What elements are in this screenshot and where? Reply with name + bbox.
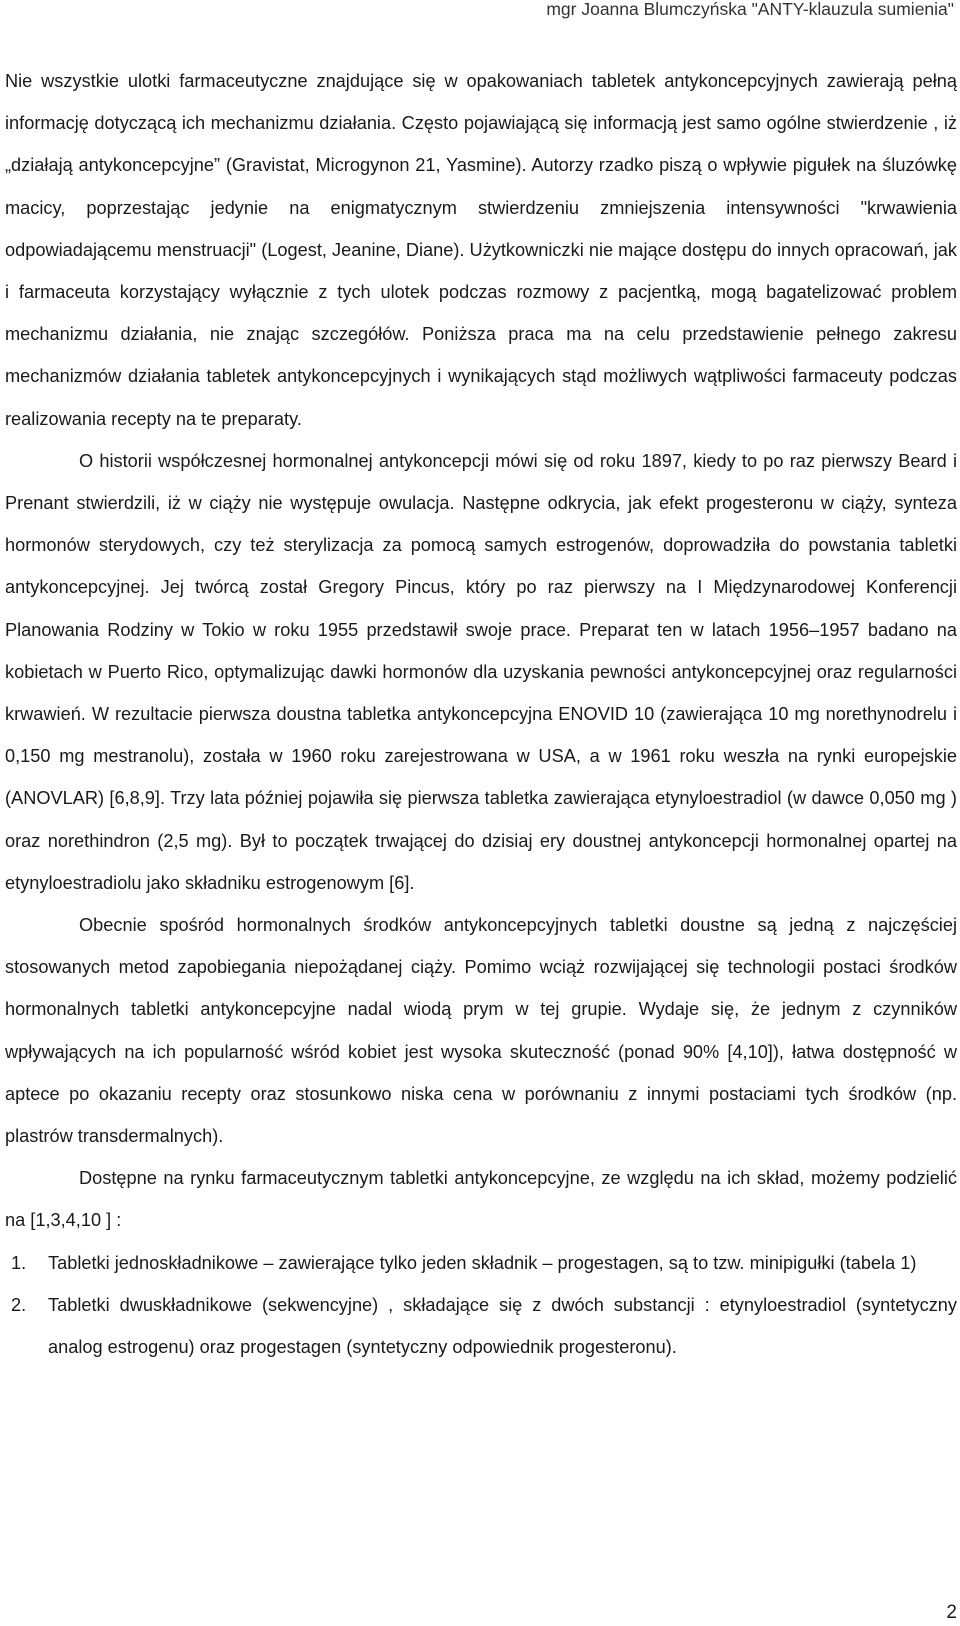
list-item-text: Tabletki jednoskładnikowe – zawierające tylko jeden składnik – progestagen, są to tzw. minipigułki (tabela 1) — [48, 1252, 917, 1273]
page-number: 2 — [946, 1602, 957, 1623]
list-item-number: 2. — [11, 1294, 27, 1315]
list-item — [5, 1284, 957, 1368]
list-item-text: Tabletki dwuskładnikowe (sekwencyjne) , składające się z dwóch substancji : etynyloestradiol (syntetyczny analog estrogenu) oraz progestagen (syntetyczny odpowiednik progesteronu). — [48, 1294, 957, 1358]
list-item-number: 1. — [11, 1252, 27, 1273]
paragraph-podzial: Dostępne na rynku farmaceutycznym tabletki antykoncepcyjne, ze względu na ich skład, możemy podzielić na [1,3,4,10 ] : — [5, 1168, 957, 1231]
list-item — [5, 1242, 957, 1284]
running-header: mgr Joanna Blumczyńska "ANTY-klauzula sumienia" — [546, 0, 954, 19]
tablet-types-list — [5, 1242, 957, 1369]
paragraph-obecnie: Obecnie spośród hormonalnych środków antykoncepcyjnych tabletki doustne są jedną z najczęściej stosowanych metod zapobiegania niepożądanej ciąży. Pomimo wciąż rozwijającej się technologii postaci środków hormonalnych tabletki antykoncepcyjne nadal wiodą prym w tej grupie. Wydaje się, że jednym z czynników wpływających na ich popularność wśród kobiet jest wysoka skuteczność (ponad 90% [4,10]), łatwa dostępność w aptece po okazaniu recepty oraz stosunkowo niska cena w porównaniu z innymi postaciami tych środków (np. plastrów transdermalnych). — [5, 915, 957, 1147]
paragraph-historia: O historii współczesnej hormonalnej antykoncepcji mówi się od roku 1897, kiedy to po raz pierwszy Beard i Prenant stwierdzili, iż w ciąży nie występuje owulacja. Następne odkrycia, jak efekt progesteronu w ciąży, synteza hormonów sterydowych, czy też sterylizacja za pomocą samych estrogenów, doprowadziła do powstania tabletki antykoncepcyjnej. Jej twórcą został Gregory Pincus, który po raz pierwszy na I Międzynarodowej Konferencji Planowania Rodziny w Tokio w roku 1955 przedstawił swoje prace. Preparat ten w latach 1956–1957 badano na kobietach w Puerto Rico, optymalizując dawki hormonów dla uzyskania pewności antykoncepcyjnej oraz regularności krwawień. W rezultacie pierwsza doustna tabletka antykoncepcyjna ENOVID 10 (zawierająca 10 mg norethynodrelu i 0,150 mg mestranolu), została w 1960 roku zarejestrowana w USA, a w 1961 roku weszła na rynki europejskie (ANOVLAR) [6,8,9]. Trzy lata później pojawiła się pierwsza tabletka zawierająca etynyloestradiol (w dawce 0,050 mg ) oraz norethindron (2,5 mg). Był to początek trwającej do dzisiaj ery doustnej antykoncepcji hormonalnej opartej na etynyloestradiolu jako składniku estrogenowym [6]. — [5, 450, 957, 893]
document-body — [5, 60, 957, 1368]
paragraph-ulotki: Nie wszystkie ulotki farmaceutyczne znajdujące się w opakowaniach tabletek antykoncepcyjnych zawierają pełną informację dotyczącą ich mechanizmu działania. Często pojawiającą się informacją jest samo ogólne stwierdzenie , iż „działają antykoncepcyjne” (Gravistat, Microgynon 21, Yasmine). Autorzy rzadko piszą o wpływie pigułek na śluzówkę macicy, poprzestając jedynie na enigmatycznym stwierdzeniu zmniejszenia intensywności "krwawienia odpowiadającemu menstruacji" (Logest, Jeanine, Diane). Użytkowniczki nie mające dostępu do innych opracowań, jak i farmaceuta korzystający wyłącznie z tych ulotek podczas rozmowy z pacjentką, mogą bagatelizować problem mechanizmu działania, nie znając szczegółów. Poniższa praca ma na celu przedstawienie pełnego zakresu mechanizmów działania tabletek antykoncepcyjnych i wynikających stąd możliwych wątpliwości farmaceuty podczas realizowania recepty na te preparaty. — [5, 71, 957, 429]
